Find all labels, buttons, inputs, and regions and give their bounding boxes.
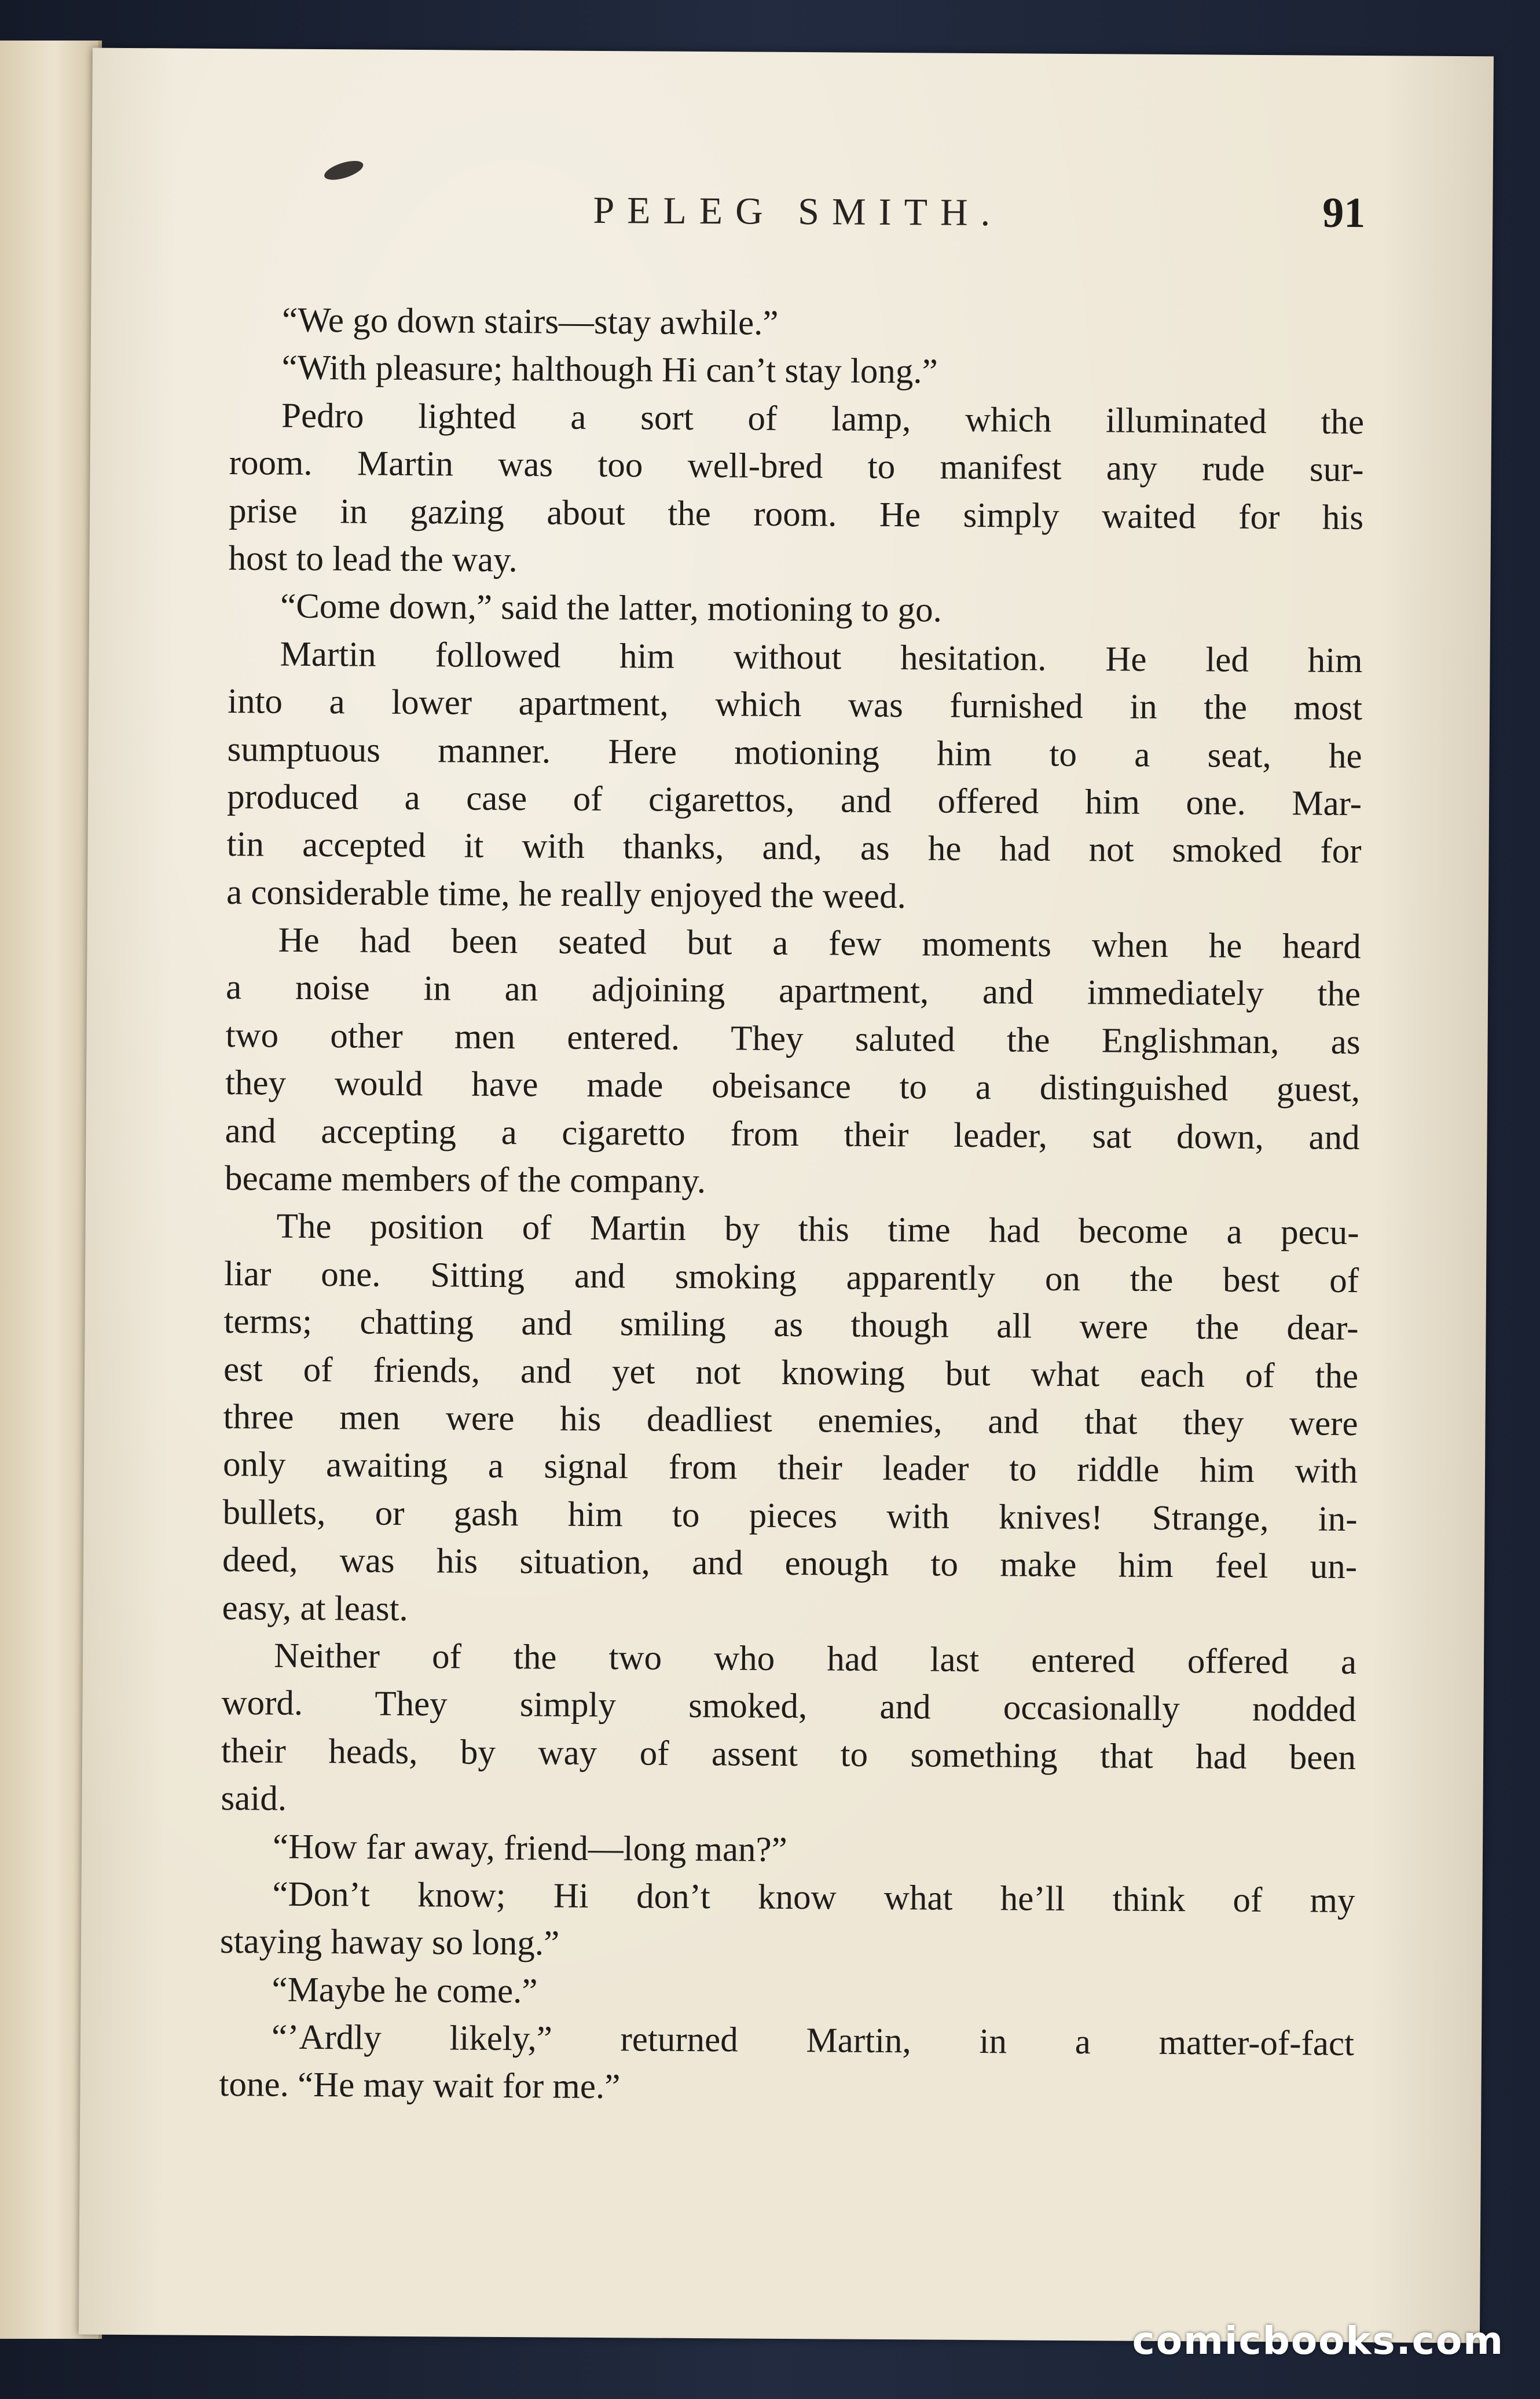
page-header (230, 186, 1366, 257)
text-line: a considerable time, he really enjoyed the weed. (226, 872, 907, 916)
text-line: three men were his deadliest enemies, and that they were (223, 1397, 1358, 1443)
text-line: bullets, or gash him to pieces with knives! Strange, in- (222, 1492, 1358, 1539)
text-line: liar one. Sitting and smoking apparently on the best of (223, 1254, 1359, 1300)
book-page (79, 48, 1494, 2343)
text-line: into a lower apartment, which was furnished in the most (227, 682, 1363, 728)
text-line: sumptuous manner. Here motioning him to a seat, he (227, 729, 1362, 776)
text-line: tone. “He may wait for me.” (219, 2065, 621, 2107)
text-line: Pedro lighted a sort of lamp, which illuminated the (281, 396, 1365, 442)
text-line: “Don’t know; Hi don’t know what he’ll think of my (272, 1875, 1355, 1920)
watermark-text: comicbooks.com (1132, 2319, 1504, 2363)
text-line: “’Ardly likely,” returned Martin, in a matter-of-fact (271, 2017, 1355, 2064)
text-line: He had been seated but a few moments when he heard (278, 920, 1361, 967)
text-line: room. Martin was too well-bred to manifest any rude sur- (229, 443, 1364, 490)
text-line: “Maybe he come.” (272, 1970, 538, 2011)
text-line: two other men entered. They saluted the Englishman, as (225, 1015, 1361, 1062)
text-line: prise in gazing about the room. He simply waited for his (228, 491, 1364, 537)
text-line: host to lead the way. (228, 539, 518, 580)
text-line: terms; chatting and smiling as though all were the dear- (223, 1302, 1359, 1348)
text-line: est of friends, and yet not knowing but what each of the (223, 1349, 1359, 1396)
text-line: said. (221, 1779, 287, 1818)
ink-blot (322, 157, 365, 184)
running-head: PELEG SMITH. (593, 189, 1003, 234)
text-line: Neither of the two who had last entered offered a (273, 1636, 1357, 1682)
page-number: 91 (1322, 189, 1366, 237)
text-line: word. They simply smoked, and occasionally nodded (221, 1683, 1356, 1730)
text-line: and accepting a cigaretto from their leader, sat down, and (225, 1111, 1360, 1157)
text-line: only awaiting a signal from their leader to riddle him with (222, 1445, 1358, 1491)
text-line: staying haway so long.” (219, 1922, 560, 1963)
text-line: tin accepted it with thanks, and, as he had not smoked for (226, 825, 1362, 871)
text-line: easy, at least. (222, 1588, 409, 1628)
text-line: “How far away, friend—long man?” (272, 1827, 787, 1869)
text-line: Martin followed him without hesitation. He led him (280, 634, 1363, 680)
text-line: produced a case of cigarettos, and offered him one. Mar- (226, 777, 1362, 823)
text-line: “Come down,” said the latter, motioning to go. (280, 586, 943, 630)
text-line: “With pleasure; halthough Hi can’t stay long.” (281, 349, 938, 391)
text-line: became members of the company. (224, 1159, 706, 1201)
text-line: “We go down stairs—stay awhile.” (281, 300, 779, 343)
text-body (219, 296, 1365, 2116)
text-line: a noise in an adjoining apartment, and immediately the (225, 968, 1361, 1014)
text-line: deed, was his situation, and enough to make him feel un- (222, 1540, 1358, 1587)
text-line: The position of Martin by this time had become a pecu- (276, 1207, 1359, 1253)
text-line: their heads, by way of assent to something that had been (221, 1731, 1356, 1777)
text-line: they would have made obeisance to a distinguished guest, (225, 1063, 1361, 1110)
